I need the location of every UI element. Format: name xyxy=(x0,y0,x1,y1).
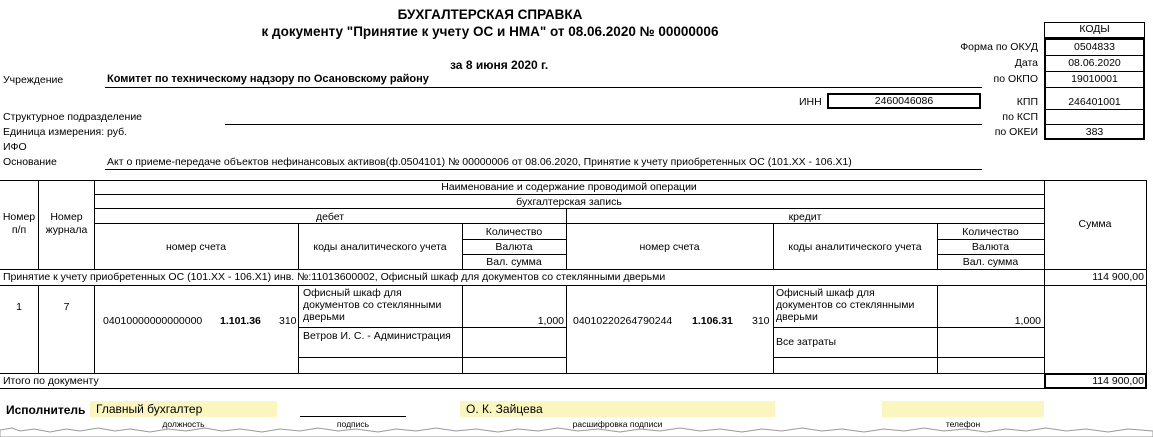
col-divider xyxy=(38,285,39,373)
kpp-value[interactable]: 246401001 xyxy=(1068,96,1121,108)
col-divider xyxy=(937,285,938,373)
codes-divider xyxy=(1046,55,1143,56)
credit-qty: 1,000 xyxy=(1014,315,1041,327)
col-num-header: Номер п/п xyxy=(2,211,36,236)
row-inner-divider xyxy=(298,327,566,328)
caption-position: должность xyxy=(162,419,205,429)
debit-currency-header: Валюта xyxy=(495,241,533,253)
total-label: Итого по документу xyxy=(3,375,99,387)
row-inner-divider xyxy=(298,357,566,358)
credit-analytics-2: Все затраты xyxy=(776,336,837,348)
codes-divider xyxy=(1046,109,1143,110)
credit-qty-header: Количество xyxy=(962,226,1019,238)
caption-phone: телефон xyxy=(945,419,981,429)
basis-underline xyxy=(105,169,982,170)
row-inner-divider xyxy=(773,327,1044,328)
okei-value[interactable]: 383 xyxy=(1085,126,1104,138)
total-row-top xyxy=(0,373,1147,374)
col-sum-header: Сумма xyxy=(1078,218,1112,230)
col-divider xyxy=(94,285,95,373)
inn-label: ИНН xyxy=(799,96,822,108)
debit-account-header: номер счета xyxy=(165,241,227,253)
row-inner-divider xyxy=(773,357,1044,358)
debit-qty: 1,000 xyxy=(537,315,564,327)
unit-label: Единица измерения: руб. xyxy=(3,126,128,138)
debit-analytics-2: Ветров И. С. - Администрация xyxy=(303,330,451,342)
credit-code: 310 xyxy=(752,315,770,327)
col-divider xyxy=(773,285,774,373)
header-divider xyxy=(937,254,1044,255)
codes-divider xyxy=(1046,124,1143,125)
credit-valsum-header: Вал. сумма xyxy=(962,256,1019,268)
okei-label: по ОКЕИ xyxy=(994,126,1038,138)
name-field[interactable]: О. К. Зайцева xyxy=(460,401,775,417)
credit-account-header: номер счета xyxy=(639,241,700,253)
header-divider xyxy=(462,254,566,255)
debit-analytics-1: Офисный шкаф для документов со стеклянными дверьми xyxy=(303,287,442,323)
header-divider xyxy=(94,208,1044,209)
executor-label: Исполнитель xyxy=(6,403,86,417)
caption-decode: расшифровка подписи xyxy=(572,419,663,429)
okpo-value[interactable]: 19010001 xyxy=(1071,73,1118,85)
codes-divider xyxy=(1046,87,1143,88)
report-date-line: за 8 июня 2020 г. xyxy=(450,58,549,72)
caption-sign: подпись xyxy=(336,419,370,429)
col-divider xyxy=(566,285,567,373)
subdivision-label: Структурное подразделение xyxy=(3,111,143,123)
group-label: Принятие к учету приобретенных ОС (101.ХХ - 106.Х1) инв. №:11013600002, Офисный шкаф для документов со стеклянными дверьми xyxy=(3,271,666,283)
kpp-label: КПП xyxy=(1016,96,1038,108)
debit-analytics-header: коды аналитического учета xyxy=(313,241,447,253)
institution-underline xyxy=(105,87,982,88)
header-divider xyxy=(94,194,1044,195)
credit-currency-header: Валюта xyxy=(971,241,1010,253)
group-row-top xyxy=(0,269,1147,270)
header-divider xyxy=(94,223,1044,224)
sign-line xyxy=(300,416,406,417)
institution-value[interactable]: Комитет по техническому надзору по Осановскому району xyxy=(107,73,429,85)
codes-title: КОДЫ xyxy=(1044,22,1145,38)
phone-field[interactable] xyxy=(882,401,1044,417)
torn-edge xyxy=(0,424,1153,437)
row-num: 1 xyxy=(16,301,22,313)
col-divider xyxy=(298,285,299,373)
total-sum: 114 900,00 xyxy=(1092,375,1144,387)
header-divider xyxy=(462,239,566,240)
date-label: Дата xyxy=(1014,57,1038,69)
col-journal-header: Номер журнала xyxy=(45,211,88,236)
debit-account: 04010000000000000 xyxy=(103,315,203,327)
col-entry-header: бухгалтерская запись xyxy=(516,196,622,208)
col-debit-header: дебет xyxy=(315,211,345,223)
debit-code: 310 xyxy=(279,315,297,327)
ksp-label: по КСП xyxy=(1002,111,1038,123)
codes-divider xyxy=(1046,71,1143,72)
credit-analytics-header: коды аналитического учета xyxy=(788,241,922,253)
okpo-label: по ОКПО xyxy=(993,73,1038,85)
credit-kosgu: 1.106.31 xyxy=(692,315,733,327)
report-title: БУХГАЛТЕРСКАЯ СПРАВКА xyxy=(397,7,583,22)
col-credit-header: кредит xyxy=(788,211,822,223)
debit-valsum-header: Вал. сумма xyxy=(486,256,542,268)
basis-value[interactable]: Акт о приеме-передаче объектов нефинансовых активов(ф.0504101) № 00000006 от 08.06.2020, Принятие к учету приобретенных ОС (101.ХХ - 106.Х1) xyxy=(107,156,852,168)
ifo-label: ИФО xyxy=(3,141,27,153)
subdivision-underline xyxy=(225,124,982,125)
col-operation-header: Наименование и содержание проводимой операции xyxy=(441,181,697,193)
institution-label: Учреждение xyxy=(3,74,64,86)
position-field[interactable]: Главный бухгалтер xyxy=(90,401,277,417)
basis-label: Основание xyxy=(3,156,57,168)
table-bottom-border xyxy=(0,388,1147,389)
credit-account: 04010220264790244 xyxy=(573,315,673,327)
group-row-bottom xyxy=(0,285,1147,286)
report-subtitle: к документу "Принятие к учету ОС и НМА" от 08.06.2020 № 00000006 xyxy=(261,24,719,39)
debit-kosgu: 1.101.36 xyxy=(220,315,261,327)
date-value[interactable]: 08.06.2020 xyxy=(1068,57,1121,69)
group-sum: 114 900,00 xyxy=(1092,271,1144,283)
okud-label: Форма по ОКУД xyxy=(960,41,1038,53)
debit-qty-header: Количество xyxy=(485,226,543,238)
credit-analytics-1: Офисный шкаф для документов со стеклянными дверьми xyxy=(776,287,915,323)
header-divider xyxy=(937,239,1044,240)
col-divider xyxy=(462,285,463,373)
row-journal: 7 xyxy=(63,301,70,313)
okud-value[interactable]: 0504833 xyxy=(1074,41,1115,53)
inn-value[interactable]: 2460046086 xyxy=(827,93,981,109)
